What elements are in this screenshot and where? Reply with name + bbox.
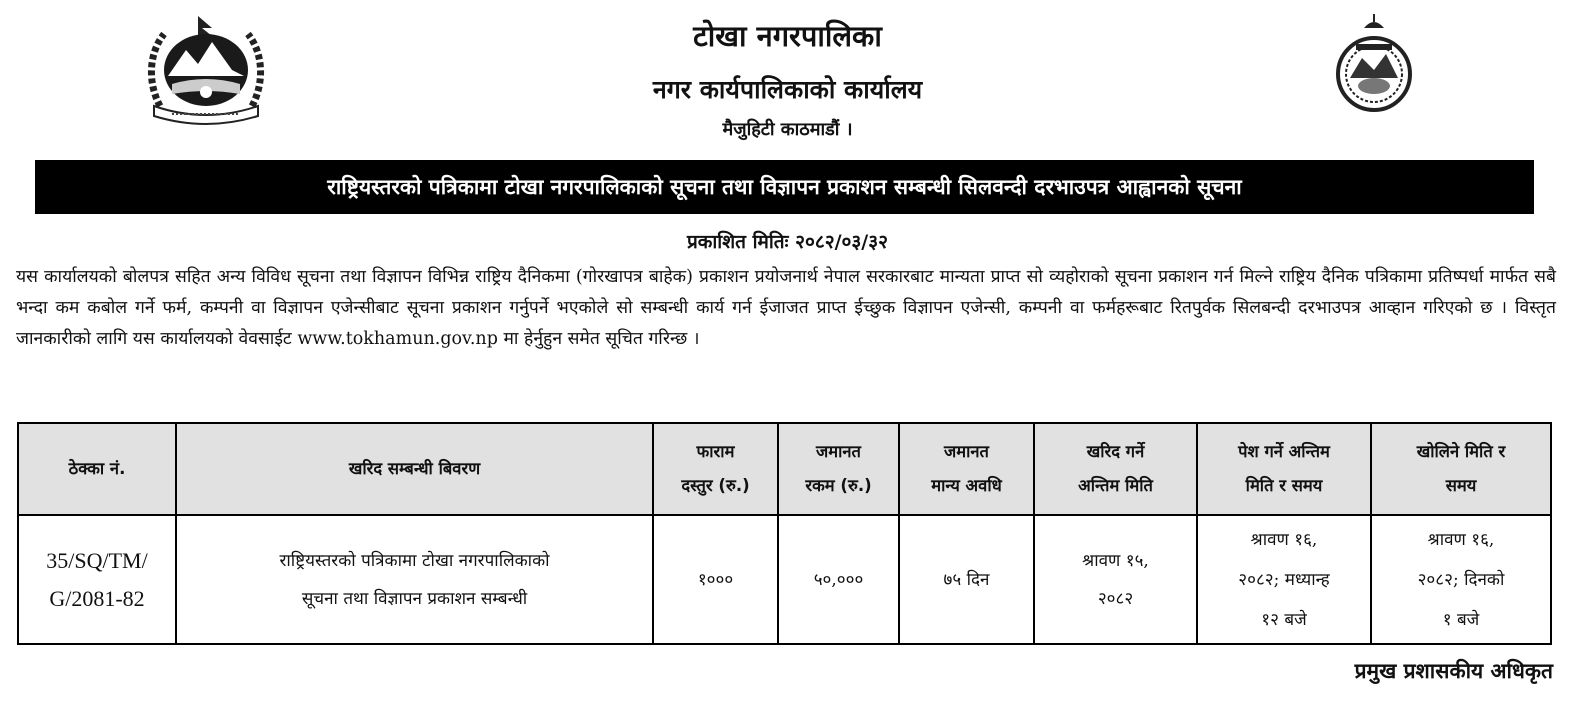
cell-submission-deadline: श्रावण १६, २०८२; मध्यान्ह १२ बजे xyxy=(1197,515,1371,644)
cell-security-validity: ७५ दिन xyxy=(899,515,1034,644)
header-contract-no: ठेक्का नं. xyxy=(18,423,176,515)
header-submission-deadline: पेश गर्ने अन्तिम मिति र समय xyxy=(1197,423,1371,515)
tender-table xyxy=(17,422,1552,645)
cell-security-amount: ५०,००० xyxy=(778,515,899,644)
notice-heading-text: राष्ट्रियस्तरको पत्रिकामा टोखा नगरपालिकाको सूचना तथा विज्ञापन प्रकाशन सम्बन्धी सिलवन्दी दरभाउपत्र आह्वानको सूचना xyxy=(327,175,1242,199)
published-date: प्रकाशित मितिः २०८२/०३/३२ xyxy=(686,231,889,253)
table-row xyxy=(18,515,1551,644)
notice-heading-banner xyxy=(35,160,1534,214)
notice-body: यस कार्यालयको बोलपत्र सहित अन्य विविध सूचना तथा विज्ञापन विभिन्न राष्ट्रिय दैनिकमा (गोरखापत्र बाहेक) प्रकाशन प्रयोजनार्थ नेपाल सरकारबाट मान्यता प्राप्त सो व्यहोराको सूचना प्रकाशन गर्न मिल्ने राष्ट्रिय दैनिक पत्रिकामा प्रतिष्पर्धा मार्फत सबै भन्दा कम कबोल गर्ने फर्म, कम्पनी वा विज्ञापन एजेन्सीबाट सूचना प्रकाशन गर्नुपर्ने भएकोले सो सम्बन्धी कार्य गर्न ईजाजत प्राप्त ईच्छुक विज्ञापन एजेन्सी, कम्पनी वा फर्महरूबाट रितपुर्वक सिलबन्दी दरभाउपत्र आव्हान गरिएको छ । विस्तृत जानकारीको लागि यस कार्यालयको वेवसाईट www.tokhamun.gov.np मा हेर्नुहुन समेत सूचित गरिन्छ । xyxy=(16,267,1556,349)
office-name: नगर कार्यपालिकाको कार्यालय xyxy=(652,75,923,104)
header-purchase-deadline: खरिद गर्ने अन्तिम मिति xyxy=(1034,423,1197,515)
table-header-row xyxy=(18,423,1551,515)
cell-contract-no: 35/SQ/TM/ G/2081-82 xyxy=(18,515,176,644)
municipality-title: टोखा नगरपालिका xyxy=(693,19,882,53)
header-form-fee: फाराम दस्तुर (रु.) xyxy=(653,423,778,515)
cell-opening-time: श्रावण १६, २०८२; दिनको १ बजे xyxy=(1371,515,1551,644)
cell-purchase-deadline: श्रावण १५, २०८२ xyxy=(1034,515,1197,644)
header-security-validity: जमानत मान्य अवधि xyxy=(899,423,1034,515)
signature-title: प्रमुख प्रशासकीय अधिकृत xyxy=(1354,659,1553,683)
cell-form-fee: १००० xyxy=(653,515,778,644)
header-description: खरिद सम्बन्धी बिवरण xyxy=(176,423,653,515)
header-security-amount: जमानत रकम (रु.) xyxy=(778,423,899,515)
header-opening-time: खोलिने मिति र समय xyxy=(1371,423,1551,515)
office-address: मैजुहिटी काठमाडौं । xyxy=(722,119,853,140)
cell-description: राष्ट्रियस्तरको पत्रिकामा टोखा नगरपालिकाको सूचना तथा विज्ञापन प्रकाशन सम्बन्धी xyxy=(176,515,653,644)
